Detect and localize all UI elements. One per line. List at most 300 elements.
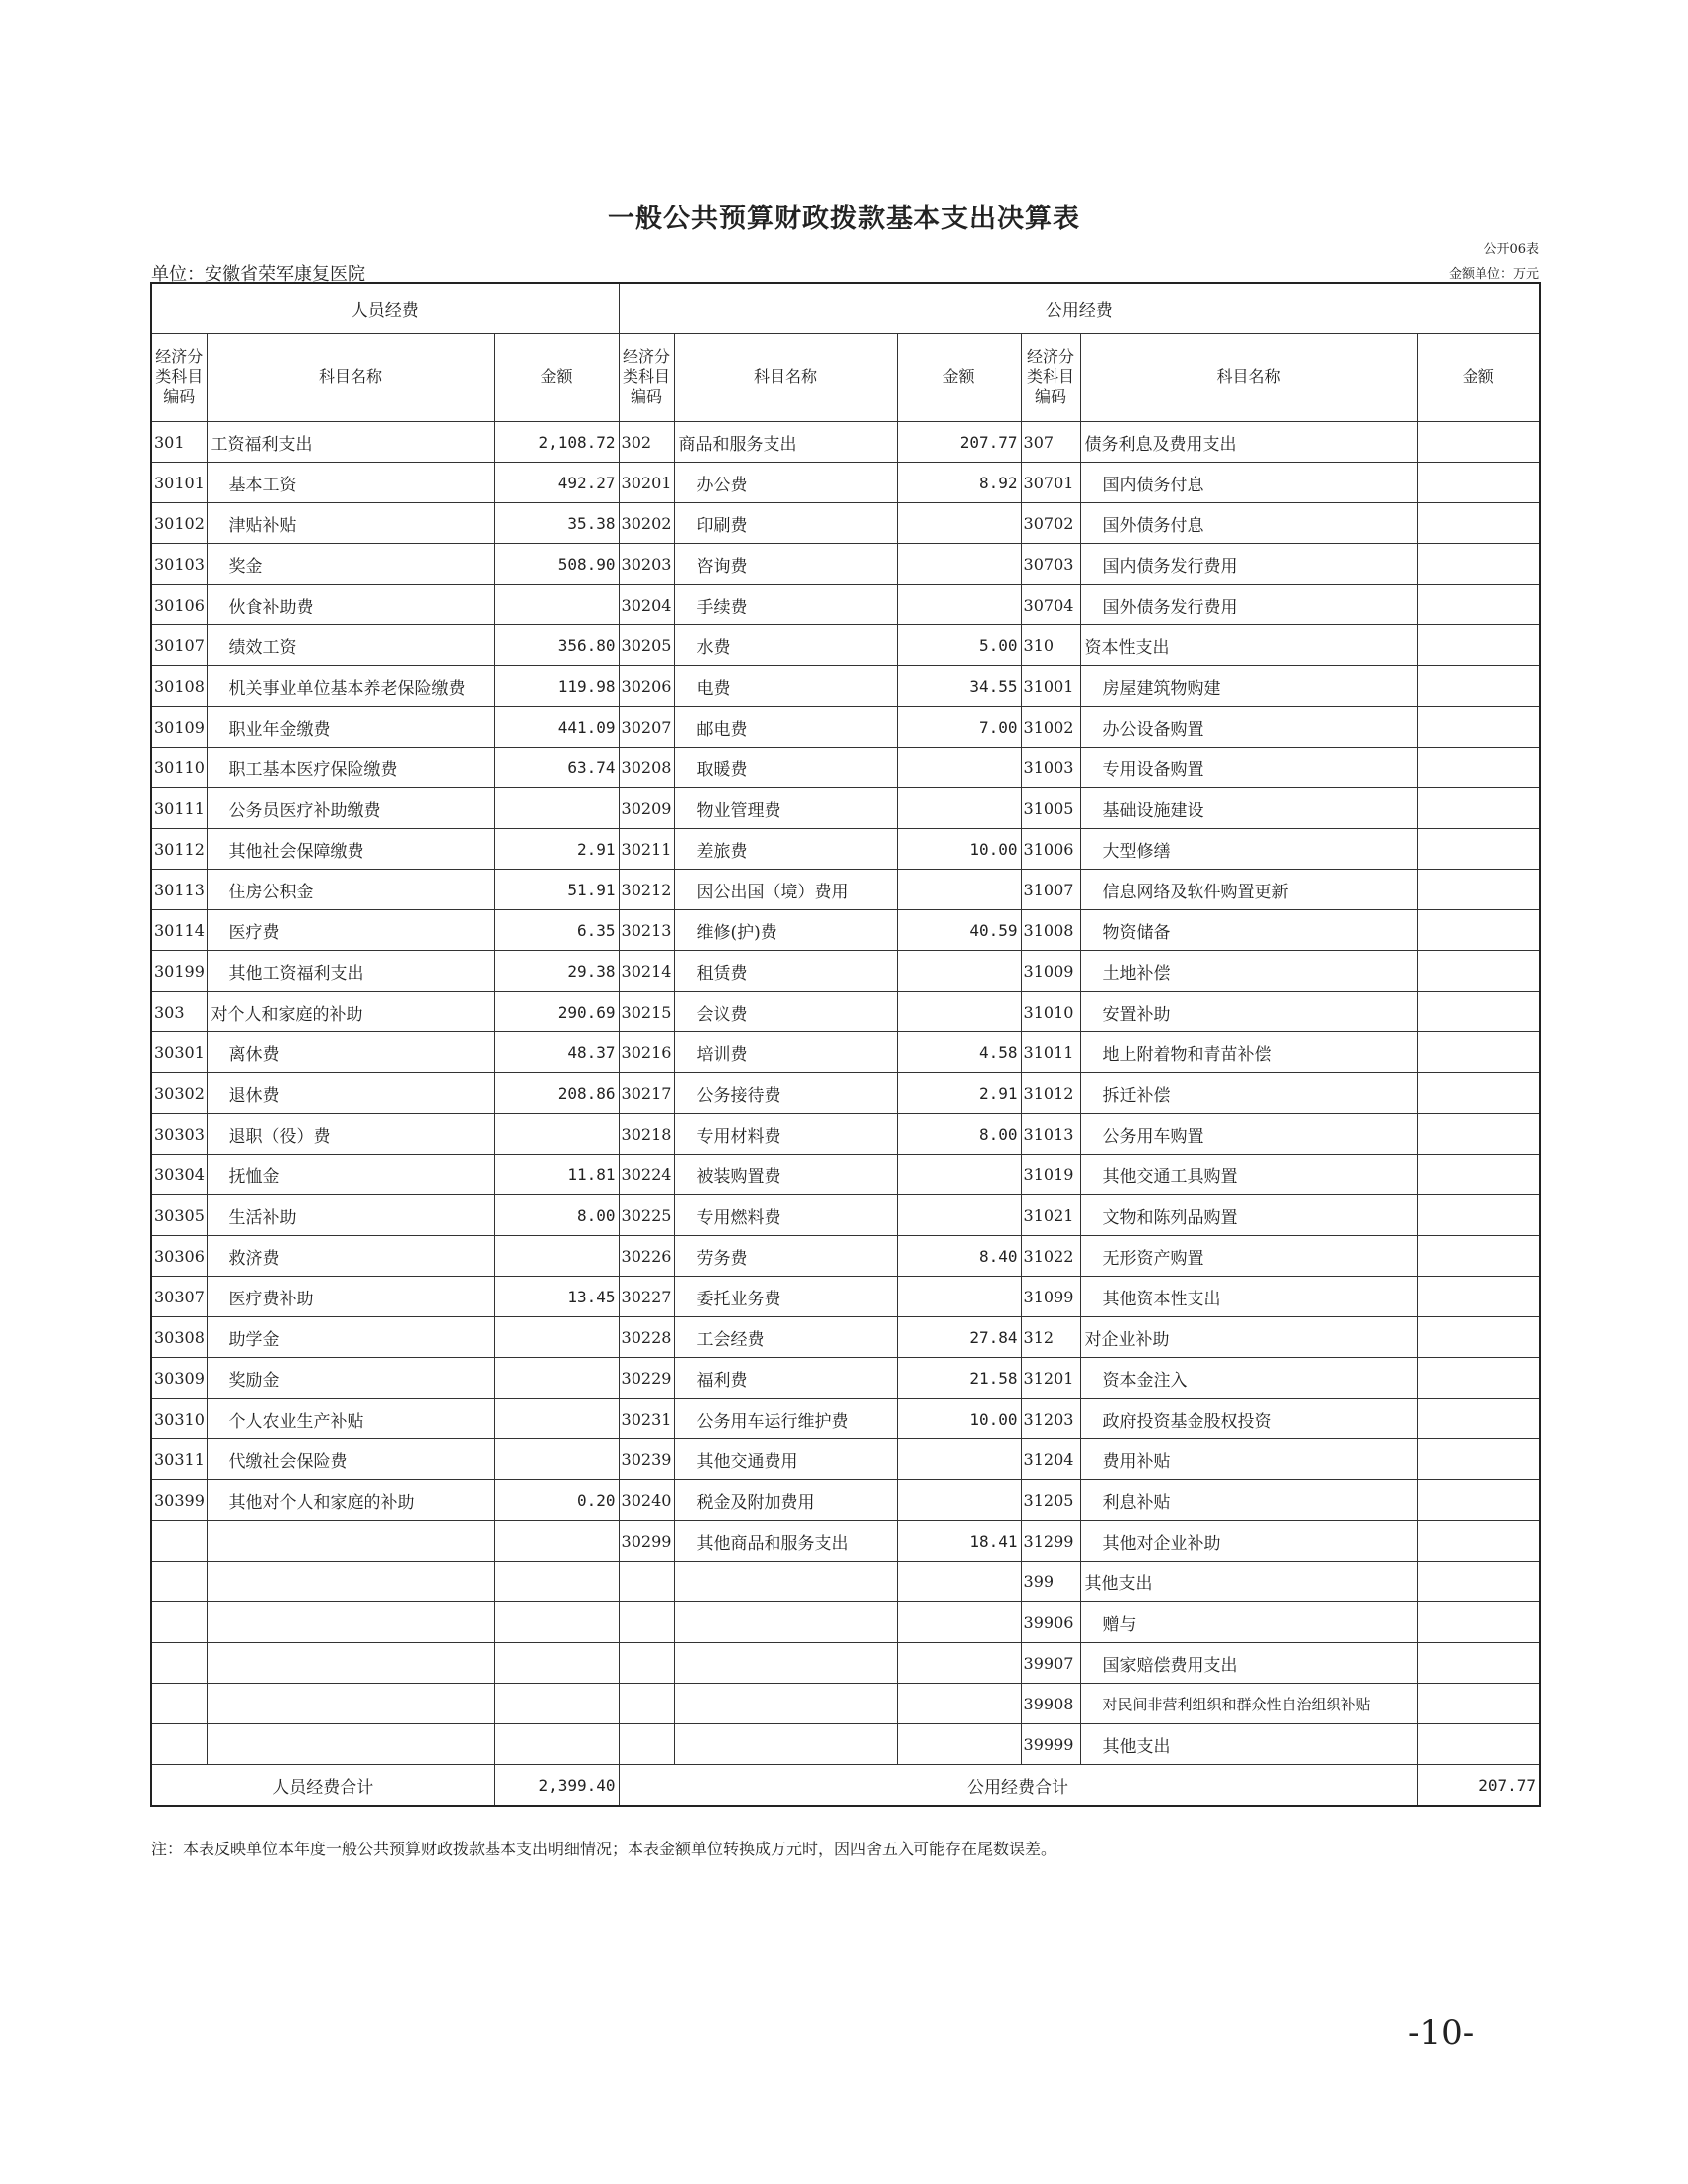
code-cell: 31204 <box>1021 1439 1080 1480</box>
code-cell: 30228 <box>619 1317 674 1358</box>
name-cell: 会议费 <box>674 992 897 1032</box>
amount-cell: 2,108.72 <box>494 422 619 463</box>
amount-cell <box>897 1480 1021 1521</box>
name-cell: 公务用车购置 <box>1080 1114 1417 1155</box>
code-cell: 31205 <box>1021 1480 1080 1521</box>
amount-cell <box>1417 625 1540 666</box>
name-cell <box>207 1643 494 1684</box>
name-cell: 咨询费 <box>674 544 897 585</box>
amount-cell <box>1417 1073 1540 1114</box>
table-row <box>151 422 1540 463</box>
code-cell: 30209 <box>619 788 674 829</box>
code-cell: 30703 <box>1021 544 1080 585</box>
name-cell: 拆迁补偿 <box>1080 1073 1417 1114</box>
amount-cell <box>1417 1399 1540 1439</box>
amount-cell <box>494 585 619 625</box>
table-row <box>151 1114 1540 1155</box>
amount-cell <box>494 1399 619 1439</box>
name-cell: 政府投资基金股权投资 <box>1080 1399 1417 1439</box>
code-cell: 30702 <box>1021 503 1080 544</box>
amount-cell: 27.84 <box>897 1317 1021 1358</box>
code-cell: 30112 <box>151 829 207 870</box>
table-row <box>151 1643 1540 1684</box>
amount-cell <box>1417 870 1540 910</box>
amount-cell <box>494 1317 619 1358</box>
amount-cell <box>897 585 1021 625</box>
footnote: 注：本表反映单位本年度一般公共预算财政拨款基本支出明细情况；本表金额单位转换成万元时，因四舍五入可能存在尾数误差。 <box>151 1840 1057 1858</box>
table-row <box>151 910 1540 951</box>
code-cell: 30205 <box>619 625 674 666</box>
amount-cell: 492.27 <box>494 463 619 503</box>
code-cell: 31203 <box>1021 1399 1080 1439</box>
code-cell <box>619 1562 674 1602</box>
table-row <box>151 1602 1540 1643</box>
code-cell: 30102 <box>151 503 207 544</box>
amount-cell <box>1417 1724 1540 1765</box>
code-cell: 301 <box>151 422 207 463</box>
page-number: -10- <box>1408 2013 1475 2053</box>
code-cell: 39999 <box>1021 1724 1080 1765</box>
table-row <box>151 870 1540 910</box>
amount-cell <box>1417 585 1540 625</box>
table-row <box>151 951 1540 992</box>
code-cell: 307 <box>1021 422 1080 463</box>
table-row <box>151 1032 1540 1073</box>
name-cell: 国外债务发行费用 <box>1080 585 1417 625</box>
amount-cell <box>494 1562 619 1602</box>
amount-cell: 63.74 <box>494 748 619 788</box>
amount-cell: 5.00 <box>897 625 1021 666</box>
name-cell: 办公设备购置 <box>1080 707 1417 748</box>
code-cell: 30240 <box>619 1480 674 1521</box>
table-row <box>151 585 1540 625</box>
header-code-personnel: 经济分类科目编码 <box>151 334 207 422</box>
name-cell: 因公出国（境）费用 <box>674 870 897 910</box>
amount-cell: 119.98 <box>494 666 619 707</box>
code-cell: 30101 <box>151 463 207 503</box>
amount-cell <box>494 788 619 829</box>
amount-cell <box>1417 1684 1540 1724</box>
name-cell: 其他工资福利支出 <box>207 951 494 992</box>
name-cell: 手续费 <box>674 585 897 625</box>
code-cell: 30215 <box>619 992 674 1032</box>
name-cell: 其他对个人和家庭的补助 <box>207 1480 494 1521</box>
amount-cell <box>897 870 1021 910</box>
name-cell: 国内债务付息 <box>1080 463 1417 503</box>
table-row <box>151 992 1540 1032</box>
name-cell: 其他对企业补助 <box>1080 1521 1417 1562</box>
header-code-public-2: 经济分类科目编码 <box>1021 334 1080 422</box>
code-cell: 30103 <box>151 544 207 585</box>
header-amount-public-1: 金额 <box>897 334 1021 422</box>
section-public: 公用经费 <box>619 283 1540 334</box>
name-cell: 赠与 <box>1080 1602 1417 1643</box>
code-cell: 30207 <box>619 707 674 748</box>
name-cell: 专用燃料费 <box>674 1195 897 1236</box>
amount-cell <box>1417 1562 1540 1602</box>
code-cell: 30202 <box>619 503 674 544</box>
code-cell: 30309 <box>151 1358 207 1399</box>
code-cell: 31005 <box>1021 788 1080 829</box>
table-row <box>151 829 1540 870</box>
section-header-row <box>151 283 1540 334</box>
name-cell: 伙食补助费 <box>207 585 494 625</box>
name-cell: 被装购置费 <box>674 1155 897 1195</box>
table-row <box>151 1521 1540 1562</box>
code-cell: 30399 <box>151 1480 207 1521</box>
table-row <box>151 1562 1540 1602</box>
name-cell: 其他资本性支出 <box>1080 1277 1417 1317</box>
amount-cell: 207.77 <box>897 422 1021 463</box>
amount-cell <box>494 1439 619 1480</box>
name-cell: 工会经费 <box>674 1317 897 1358</box>
amount-cell: 35.38 <box>494 503 619 544</box>
name-cell <box>674 1684 897 1724</box>
amount-cell: 34.55 <box>897 666 1021 707</box>
name-cell: 生活补助 <box>207 1195 494 1236</box>
name-cell: 对企业补助 <box>1080 1317 1417 1358</box>
name-cell: 抚恤金 <box>207 1155 494 1195</box>
amount-cell: 21.58 <box>897 1358 1021 1399</box>
amount-cell <box>1417 1317 1540 1358</box>
name-cell <box>674 1602 897 1643</box>
header-name-public-1: 科目名称 <box>674 334 897 422</box>
code-cell <box>151 1684 207 1724</box>
name-cell: 物资储备 <box>1080 910 1417 951</box>
name-cell <box>207 1602 494 1643</box>
name-cell: 基本工资 <box>207 463 494 503</box>
code-cell: 30106 <box>151 585 207 625</box>
code-cell: 399 <box>1021 1562 1080 1602</box>
name-cell: 费用补贴 <box>1080 1439 1417 1480</box>
code-cell: 31008 <box>1021 910 1080 951</box>
name-cell: 其他支出 <box>1080 1562 1417 1602</box>
amount-cell: 8.40 <box>897 1236 1021 1277</box>
form-code: 公开06表 <box>1483 242 1539 257</box>
table-row <box>151 666 1540 707</box>
name-cell: 债务利息及费用支出 <box>1080 422 1417 463</box>
name-cell: 委托业务费 <box>674 1277 897 1317</box>
amount-cell <box>1417 666 1540 707</box>
code-cell: 30226 <box>619 1236 674 1277</box>
code-cell: 30208 <box>619 748 674 788</box>
code-cell: 31001 <box>1021 666 1080 707</box>
table-row <box>151 1480 1540 1521</box>
amount-cell: 2.91 <box>897 1073 1021 1114</box>
name-cell: 代缴社会保险费 <box>207 1439 494 1480</box>
name-cell: 对民间非营利组织和群众性自治组织补贴 <box>1080 1684 1417 1724</box>
personnel-total-label: 人员经费合计 <box>151 1765 494 1807</box>
amount-cell <box>897 1562 1021 1602</box>
code-cell: 310 <box>1021 625 1080 666</box>
name-cell: 其他社会保障缴费 <box>207 829 494 870</box>
amount-cell <box>1417 1358 1540 1399</box>
name-cell: 大型修缮 <box>1080 829 1417 870</box>
name-cell: 邮电费 <box>674 707 897 748</box>
code-cell <box>151 1643 207 1684</box>
name-cell: 劳务费 <box>674 1236 897 1277</box>
code-cell: 30110 <box>151 748 207 788</box>
code-cell: 31013 <box>1021 1114 1080 1155</box>
amount-cell: 11.81 <box>494 1155 619 1195</box>
amount-cell <box>1417 788 1540 829</box>
header-amount-public-2: 金额 <box>1417 334 1540 422</box>
amount-cell: 4.58 <box>897 1032 1021 1073</box>
code-cell: 30214 <box>619 951 674 992</box>
name-cell: 维修(护)费 <box>674 910 897 951</box>
code-cell: 30218 <box>619 1114 674 1155</box>
code-cell: 30109 <box>151 707 207 748</box>
table-row <box>151 1073 1540 1114</box>
table-row <box>151 1724 1540 1765</box>
reporting-unit: 单位：安徽省荣军康复医院 <box>151 264 365 285</box>
name-cell <box>674 1643 897 1684</box>
code-cell: 30113 <box>151 870 207 910</box>
code-cell: 30212 <box>619 870 674 910</box>
name-cell: 商品和服务支出 <box>674 422 897 463</box>
code-cell: 30310 <box>151 1399 207 1439</box>
code-cell: 30204 <box>619 585 674 625</box>
amount-cell: 13.45 <box>494 1277 619 1317</box>
amount-cell: 8.92 <box>897 463 1021 503</box>
header-name-public-2: 科目名称 <box>1080 334 1417 422</box>
name-cell: 文物和陈列品购置 <box>1080 1195 1417 1236</box>
code-cell: 31201 <box>1021 1358 1080 1399</box>
code-cell: 30239 <box>619 1439 674 1480</box>
table-row <box>151 788 1540 829</box>
code-cell: 30306 <box>151 1236 207 1277</box>
code-cell: 31003 <box>1021 748 1080 788</box>
amount-cell <box>897 503 1021 544</box>
name-cell: 其他商品和服务支出 <box>674 1521 897 1562</box>
expenditure-table <box>150 282 1541 1807</box>
table-row <box>151 544 1540 585</box>
amount-cell <box>1417 951 1540 992</box>
amount-cell <box>494 1684 619 1724</box>
name-cell: 国内债务发行费用 <box>1080 544 1417 585</box>
name-cell: 房屋建筑物购建 <box>1080 666 1417 707</box>
amount-cell <box>897 992 1021 1032</box>
code-cell <box>151 1562 207 1602</box>
table-row <box>151 1684 1540 1724</box>
amount-cell <box>1417 1236 1540 1277</box>
name-cell: 职工基本医疗保险缴费 <box>207 748 494 788</box>
code-cell: 31021 <box>1021 1195 1080 1236</box>
header-name-personnel: 科目名称 <box>207 334 494 422</box>
code-cell: 30299 <box>619 1521 674 1562</box>
code-cell: 30199 <box>151 951 207 992</box>
amount-cell <box>897 1195 1021 1236</box>
name-cell: 水费 <box>674 625 897 666</box>
name-cell: 医疗费补助 <box>207 1277 494 1317</box>
amount-cell: 10.00 <box>897 829 1021 870</box>
amount-cell <box>494 1358 619 1399</box>
amount-cell: 18.41 <box>897 1521 1021 1562</box>
totals-row <box>151 1765 1540 1807</box>
table-row <box>151 1236 1540 1277</box>
amount-cell: 441.09 <box>494 707 619 748</box>
name-cell: 国外债务付息 <box>1080 503 1417 544</box>
name-cell: 其他支出 <box>1080 1724 1417 1765</box>
amount-cell <box>897 1439 1021 1480</box>
table-row <box>151 707 1540 748</box>
amount-cell: 508.90 <box>494 544 619 585</box>
amount-cell <box>897 788 1021 829</box>
amount-cell <box>897 544 1021 585</box>
name-cell: 税金及附加费用 <box>674 1480 897 1521</box>
code-cell: 31022 <box>1021 1236 1080 1277</box>
name-cell: 土地补偿 <box>1080 951 1417 992</box>
name-cell: 奖励金 <box>207 1358 494 1399</box>
name-cell <box>207 1724 494 1765</box>
code-cell: 30311 <box>151 1439 207 1480</box>
amount-unit: 金额单位：万元 <box>1448 267 1539 282</box>
amount-cell <box>1417 829 1540 870</box>
name-cell: 对个人和家庭的补助 <box>207 992 494 1032</box>
code-cell: 30225 <box>619 1195 674 1236</box>
name-cell: 培训费 <box>674 1032 897 1073</box>
name-cell: 职业年金缴费 <box>207 707 494 748</box>
amount-cell <box>897 1277 1021 1317</box>
page-title: 一般公共预算财政拨款基本支出决算表 <box>608 204 1080 234</box>
code-cell: 30216 <box>619 1032 674 1073</box>
code-cell: 30211 <box>619 829 674 870</box>
amount-cell <box>1417 1602 1540 1643</box>
code-cell: 30213 <box>619 910 674 951</box>
name-cell: 奖金 <box>207 544 494 585</box>
code-cell: 30201 <box>619 463 674 503</box>
name-cell: 津贴补贴 <box>207 503 494 544</box>
amount-cell <box>1417 1521 1540 1562</box>
name-cell: 无形资产购置 <box>1080 1236 1417 1277</box>
amount-cell: 51.91 <box>494 870 619 910</box>
amount-cell: 290.69 <box>494 992 619 1032</box>
code-cell: 30307 <box>151 1277 207 1317</box>
code-cell: 31007 <box>1021 870 1080 910</box>
table-row <box>151 1439 1540 1480</box>
name-cell: 其他交通工具购置 <box>1080 1155 1417 1195</box>
code-cell: 30301 <box>151 1032 207 1073</box>
amount-cell: 10.00 <box>897 1399 1021 1439</box>
table-row <box>151 1317 1540 1358</box>
amount-cell <box>1417 748 1540 788</box>
name-cell: 办公费 <box>674 463 897 503</box>
name-cell: 专用材料费 <box>674 1114 897 1155</box>
amount-cell <box>494 1236 619 1277</box>
code-cell: 30701 <box>1021 463 1080 503</box>
name-cell: 电费 <box>674 666 897 707</box>
name-cell: 救济费 <box>207 1236 494 1277</box>
amount-cell <box>494 1602 619 1643</box>
code-cell: 30227 <box>619 1277 674 1317</box>
column-header-row <box>151 334 1540 422</box>
amount-cell <box>1417 1480 1540 1521</box>
amount-cell <box>897 1684 1021 1724</box>
table-row <box>151 1195 1540 1236</box>
name-cell <box>207 1684 494 1724</box>
code-cell <box>619 1643 674 1684</box>
amount-cell <box>494 1643 619 1684</box>
code-cell <box>151 1521 207 1562</box>
code-cell: 30224 <box>619 1155 674 1195</box>
code-cell: 39907 <box>1021 1643 1080 1684</box>
name-cell: 印刷费 <box>674 503 897 544</box>
name-cell: 绩效工资 <box>207 625 494 666</box>
name-cell: 公务用车运行维护费 <box>674 1399 897 1439</box>
amount-cell <box>1417 1114 1540 1155</box>
amount-cell <box>494 1724 619 1765</box>
amount-cell <box>1417 503 1540 544</box>
amount-cell: 7.00 <box>897 707 1021 748</box>
amount-cell <box>1417 1277 1540 1317</box>
amount-cell <box>1417 1195 1540 1236</box>
name-cell <box>207 1521 494 1562</box>
code-cell: 30305 <box>151 1195 207 1236</box>
name-cell: 基础设施建设 <box>1080 788 1417 829</box>
header-amount-personnel: 金额 <box>494 334 619 422</box>
amount-cell <box>1417 910 1540 951</box>
name-cell: 地上附着物和青苗补偿 <box>1080 1032 1417 1073</box>
name-cell: 安置补助 <box>1080 992 1417 1032</box>
name-cell: 国家赔偿费用支出 <box>1080 1643 1417 1684</box>
amount-cell <box>494 1114 619 1155</box>
code-cell: 31011 <box>1021 1032 1080 1073</box>
amount-cell: 6.35 <box>494 910 619 951</box>
name-cell: 福利费 <box>674 1358 897 1399</box>
amount-cell: 40.59 <box>897 910 1021 951</box>
table-row <box>151 463 1540 503</box>
name-cell: 物业管理费 <box>674 788 897 829</box>
code-cell: 30217 <box>619 1073 674 1114</box>
code-cell: 312 <box>1021 1317 1080 1358</box>
code-cell: 30229 <box>619 1358 674 1399</box>
amount-cell <box>1417 544 1540 585</box>
name-cell: 信息网络及软件购置更新 <box>1080 870 1417 910</box>
code-cell: 31010 <box>1021 992 1080 1032</box>
amount-cell <box>897 1643 1021 1684</box>
public-total-label: 公用经费合计 <box>619 1765 1417 1807</box>
name-cell <box>674 1562 897 1602</box>
name-cell: 差旅费 <box>674 829 897 870</box>
name-cell: 工资福利支出 <box>207 422 494 463</box>
code-cell: 30704 <box>1021 585 1080 625</box>
amount-cell <box>1417 1643 1540 1684</box>
code-cell: 39906 <box>1021 1602 1080 1643</box>
name-cell: 资本金注入 <box>1080 1358 1417 1399</box>
table-row <box>151 1155 1540 1195</box>
name-cell: 助学金 <box>207 1317 494 1358</box>
name-cell: 租赁费 <box>674 951 897 992</box>
code-cell: 30107 <box>151 625 207 666</box>
code-cell <box>151 1602 207 1643</box>
table-row <box>151 748 1540 788</box>
name-cell <box>674 1724 897 1765</box>
amount-cell: 48.37 <box>494 1032 619 1073</box>
amount-cell <box>897 1155 1021 1195</box>
amount-cell: 29.38 <box>494 951 619 992</box>
code-cell: 31012 <box>1021 1073 1080 1114</box>
code-cell: 31019 <box>1021 1155 1080 1195</box>
amount-cell: 8.00 <box>494 1195 619 1236</box>
code-cell: 39908 <box>1021 1684 1080 1724</box>
section-personnel: 人员经费 <box>151 283 619 334</box>
name-cell: 机关事业单位基本养老保险缴费 <box>207 666 494 707</box>
name-cell: 专用设备购置 <box>1080 748 1417 788</box>
code-cell: 30114 <box>151 910 207 951</box>
name-cell: 资本性支出 <box>1080 625 1417 666</box>
amount-cell <box>1417 707 1540 748</box>
name-cell: 其他交通费用 <box>674 1439 897 1480</box>
